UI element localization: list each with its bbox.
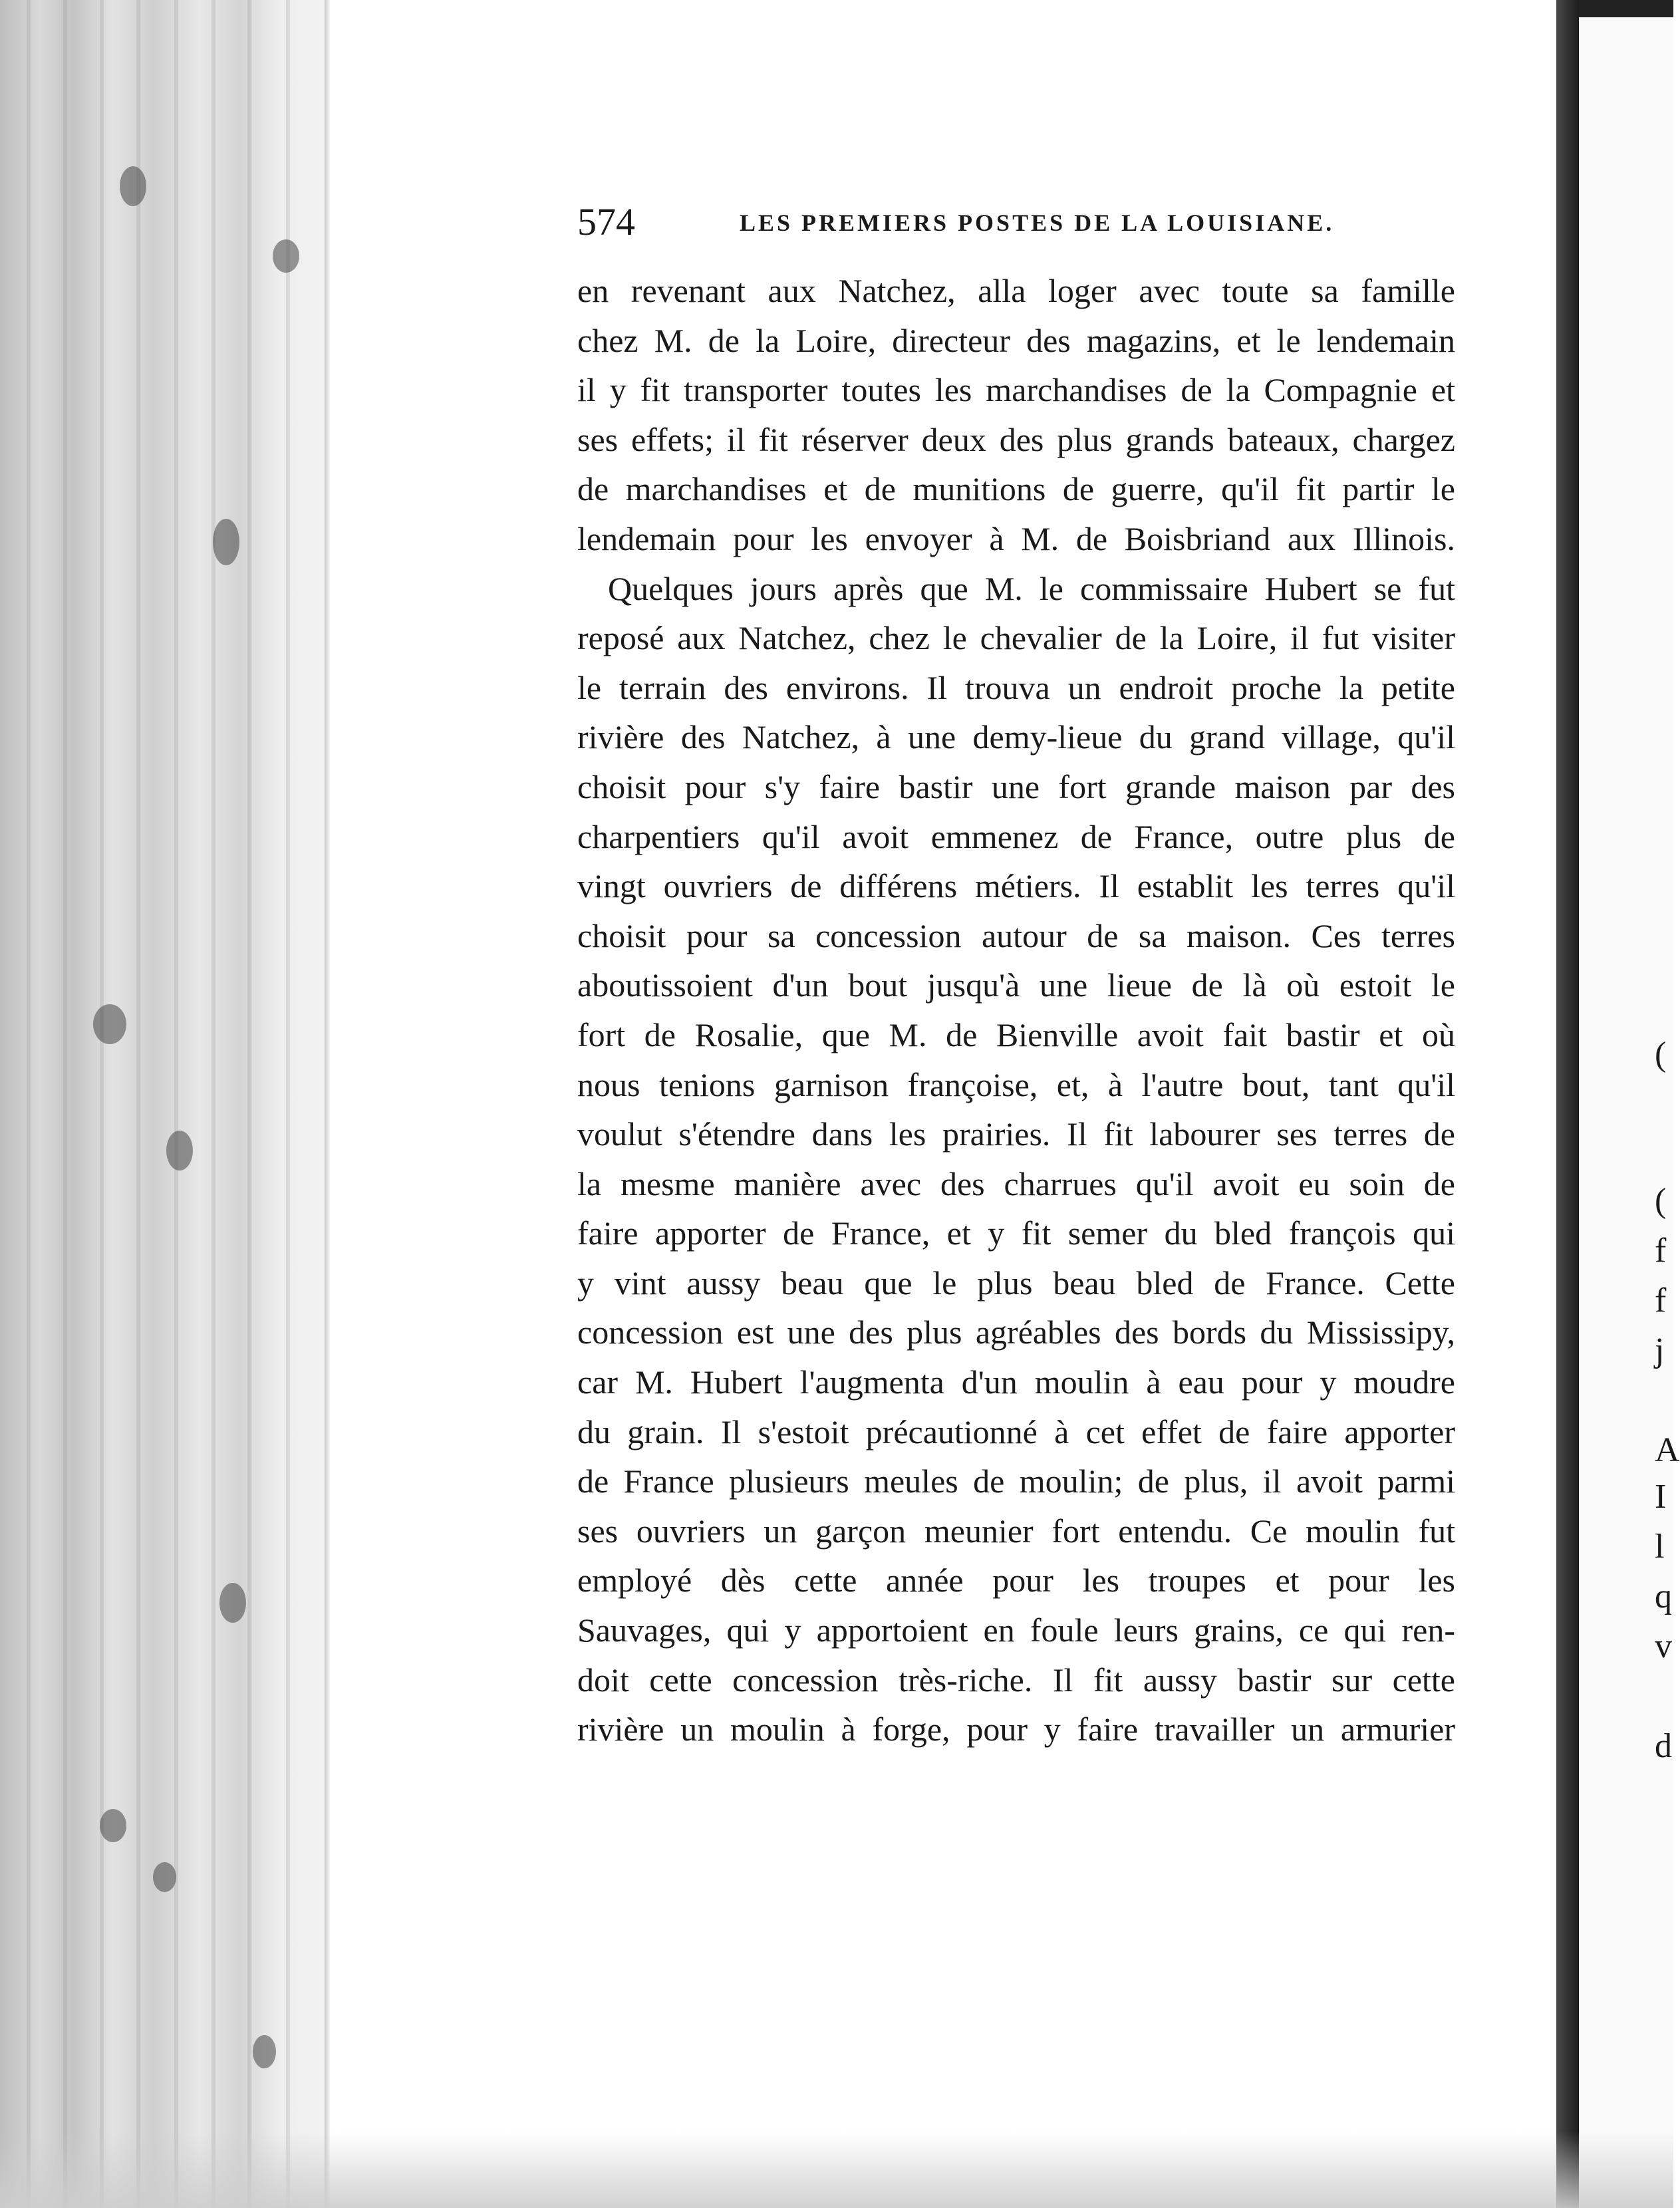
facing-page-letter: v [1655, 1627, 1672, 1665]
page-fold [325, 0, 330, 2208]
running-head-title: LES PREMIERS POSTES DE LA LOUISIANE. [740, 209, 1335, 236]
facing-page-letter: ( [1655, 1182, 1667, 1220]
text-line: concession est une des plus agréables des bords du Mississipy, [577, 1313, 1455, 1351]
text-line: choisit pour sa concession autour de sa maison. Ces terres [577, 916, 1455, 954]
text-line: Sauvages, qui y apportoient en foule leurs grains, ce qui ren- [577, 1611, 1455, 1649]
text-line: il y fit transporter toutes les marchandises de la Compagnie et [577, 371, 1455, 409]
facing-page-letter: ( [1655, 1035, 1667, 1073]
text-line: rivière un moulin à forge, pour y faire travailler un armurier [577, 1711, 1455, 1748]
page-number: 574 [577, 200, 635, 243]
text-line: la mesme manière avec des charrues qu'il avoit eu soin de [577, 1165, 1455, 1202]
facing-page-letter: f [1655, 1282, 1667, 1319]
text-line: ses effets; il fit réserver deux des plus grands bateaux, chargez [577, 420, 1455, 458]
facing-page-letter: d [1655, 1727, 1672, 1765]
text-line: Quelques jours après que M. le commissaire Hubert se fut [608, 569, 1455, 607]
book-page-edges [0, 0, 326, 2208]
text-line: doit cette concession très-riche. Il fit aussy bastir sur cette [577, 1661, 1455, 1699]
text-line: y vint aussy beau que le plus beau bled de France. Cette [577, 1264, 1455, 1302]
text-line: charpentiers qu'il avoit emmenez de France, outre plus de [577, 817, 1455, 855]
running-head [577, 200, 1455, 246]
facing-page [1579, 17, 1673, 2208]
book-spine-shadow [1556, 0, 1579, 2208]
text-line: fort de Rosalie, que M. de Bienville avoit fait bastir et où [577, 1016, 1455, 1053]
text-line: de France plusieurs meules de moulin; de plus, il avoit parmi [577, 1462, 1455, 1500]
facing-page-top-shadow [1579, 0, 1673, 17]
facing-page-letter: f [1655, 1232, 1667, 1270]
text-line: voulut s'étendre dans les prairies. Il fit labourer ses terres de [577, 1115, 1455, 1153]
text-line: vingt ouvriers de différens métiers. Il establit les terres qu'il [577, 867, 1455, 905]
text-line: reposé aux Natchez, chez le chevalier de la Loire, il fut visiter [577, 619, 1455, 657]
facing-page-letter: q [1655, 1578, 1672, 1615]
page-content [577, 200, 1455, 1754]
text-line: faire apporter de France, et y fit semer du bled françois qui [577, 1214, 1455, 1252]
text-line: chez M. de la Loire, directeur des magazins, et le lendemain [577, 321, 1455, 359]
text-line: choisit pour s'y faire bastir une fort grande maison par des [577, 767, 1455, 805]
facing-page-letter: I [1655, 1478, 1667, 1516]
text-line: le terrain des environs. Il trouva un endroit proche la petite [577, 668, 1455, 706]
text-line: en revenant aux Natchez, alla loger avec toute sa famille [577, 272, 1455, 309]
facing-page-letter: A [1655, 1431, 1680, 1469]
text-line: car M. Hubert l'augmenta d'un moulin à eau pour y moudre [577, 1363, 1455, 1401]
text-line: employé dès cette année pour les troupes et pour les [577, 1562, 1455, 1599]
text-line: lendemain pour les envoyer à M. de Boisbriand aux Illinois. [577, 519, 1455, 557]
text-line: aboutissoient d'un bout jusqu'à une lieue de là où estoit le [577, 966, 1455, 1004]
facing-page-letter: l [1655, 1528, 1665, 1566]
body-text [577, 266, 1455, 1754]
text-line: rivière des Natchez, à une demy-lieue du grand village, qu'il [577, 718, 1455, 756]
text-line: ses ouvriers un garçon meunier fort entendu. Ce moulin fut [577, 1512, 1455, 1550]
text-line: du grain. Il s'estoit précautionné à cet effet de faire apporter [577, 1413, 1455, 1450]
text-line: nous tenions garnison françoise, et, à l'autre bout, tant qu'il [577, 1065, 1455, 1103]
text-line: de marchandises et de munitions de guerre, qu'il fit partir le [577, 470, 1455, 508]
bottom-page-shadow [0, 2132, 1673, 2208]
facing-page-letter: j [1655, 1331, 1665, 1369]
